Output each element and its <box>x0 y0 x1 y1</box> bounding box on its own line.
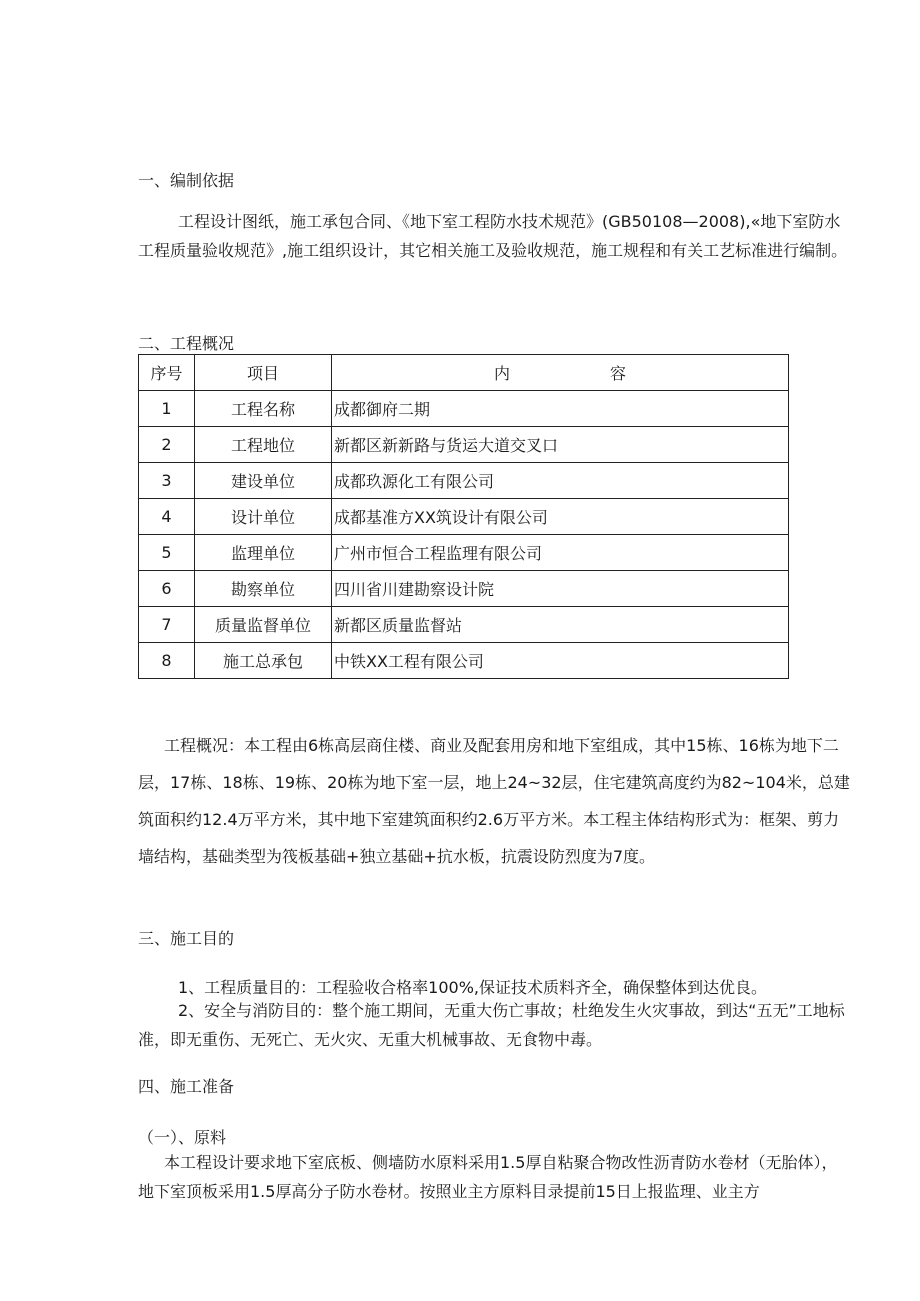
subsection-materials-heading: （一）、原料 <box>138 1128 227 1147</box>
row-no: 6 <box>139 571 195 607</box>
header-content-b: 容 <box>610 364 627 383</box>
row-no: 8 <box>139 643 195 679</box>
row-item: 施工总承包 <box>195 643 332 679</box>
row-item: 工程地位 <box>195 427 332 463</box>
header-no: 序号 <box>139 355 195 391</box>
header-content <box>332 355 789 391</box>
goal-item-1: 1、工程质量目的：工程验收合格率100%,保证技术质料齐全，确保整体到达优良。 <box>178 978 768 997</box>
goal-item-2: 2、安全与消防目的：整个施工期间，无重大伤亡事故；杜绝发生火灾事故，到达“五无”工地标准，即无重伤、无死亡、无火灾、无重大机械事故、无食物中毒。 <box>138 1001 845 1049</box>
row-no: 1 <box>139 391 195 427</box>
row-item: 质量监督单位 <box>195 607 332 643</box>
section3-heading: 三、施工目的 <box>138 929 235 948</box>
section1-body: 工程设计图纸，施工承包合同、《地下室工程防水技术规范》(GB50108—2008),«地下室防水工程质量验收规范》,施工组织设计，其它相关施工及验收规范，施工规程和有关工艺标准进行编制。 <box>138 212 848 260</box>
table-row <box>139 643 789 679</box>
table-row <box>139 499 789 535</box>
row-content: 中铁XX工程有限公司 <box>332 643 789 679</box>
table-row <box>139 463 789 499</box>
row-content: 成都御府二期 <box>332 391 789 427</box>
row-item: 建设单位 <box>195 463 332 499</box>
row-content: 新都区新新路与货运大道交叉口 <box>332 427 789 463</box>
header-item: 项目 <box>195 355 332 391</box>
row-no: 4 <box>139 499 195 535</box>
overview-paragraph: 工程概况：本工程由6栋高层商住楼、商业及配套用房和地下室组成，其中15栋、16栋为地下二层，17栋、18栋、19栋、20栋为地下室一层，地上24~32层，住宅建筑高度约为82~104米，总建筑面积约12.4万平方米，其中地下室建筑面积约2.6万平方米。本工程主体结构形式为：框架、剪力墙结构，基础类型为筏板基础+独立基础+抗水板，抗震设防烈度为7度。 <box>138 736 850 866</box>
row-content: 四川省川建勘察设计院 <box>332 571 789 607</box>
row-item: 勘察单位 <box>195 571 332 607</box>
row-content: 新都区质量监督站 <box>332 607 789 643</box>
row-item: 设计单位 <box>195 499 332 535</box>
row-item: 监理单位 <box>195 535 332 571</box>
project-overview-table <box>138 354 789 679</box>
row-content: 广州市恒合工程监理有限公司 <box>332 535 789 571</box>
table-row <box>139 571 789 607</box>
section4-heading: 四、施工准备 <box>138 1077 235 1096</box>
table-row <box>139 391 789 427</box>
row-no: 2 <box>139 427 195 463</box>
row-no: 7 <box>139 607 195 643</box>
header-content-a: 内 <box>493 364 510 383</box>
table-header-row <box>139 355 789 391</box>
materials-body: 本工程设计要求地下室底板、侧墙防水原料采用1.5厚自粘聚合物改性沥青防水卷材（无胎体），地下室顶板采用1.5厚高分子防水卷材。按照业主方原料目录提前15日上报监理、业主方 <box>138 1153 838 1201</box>
table-row <box>139 535 789 571</box>
row-item: 工程名称 <box>195 391 332 427</box>
table-row <box>139 607 789 643</box>
table-row <box>139 427 789 463</box>
row-no: 3 <box>139 463 195 499</box>
section1-heading: 一、编制依据 <box>138 171 235 190</box>
row-content: 成都玖源化工有限公司 <box>332 463 789 499</box>
section2-heading: 二、工程概况 <box>138 334 235 353</box>
row-content: 成都基准方XX筑设计有限公司 <box>332 499 789 535</box>
row-no: 5 <box>139 535 195 571</box>
